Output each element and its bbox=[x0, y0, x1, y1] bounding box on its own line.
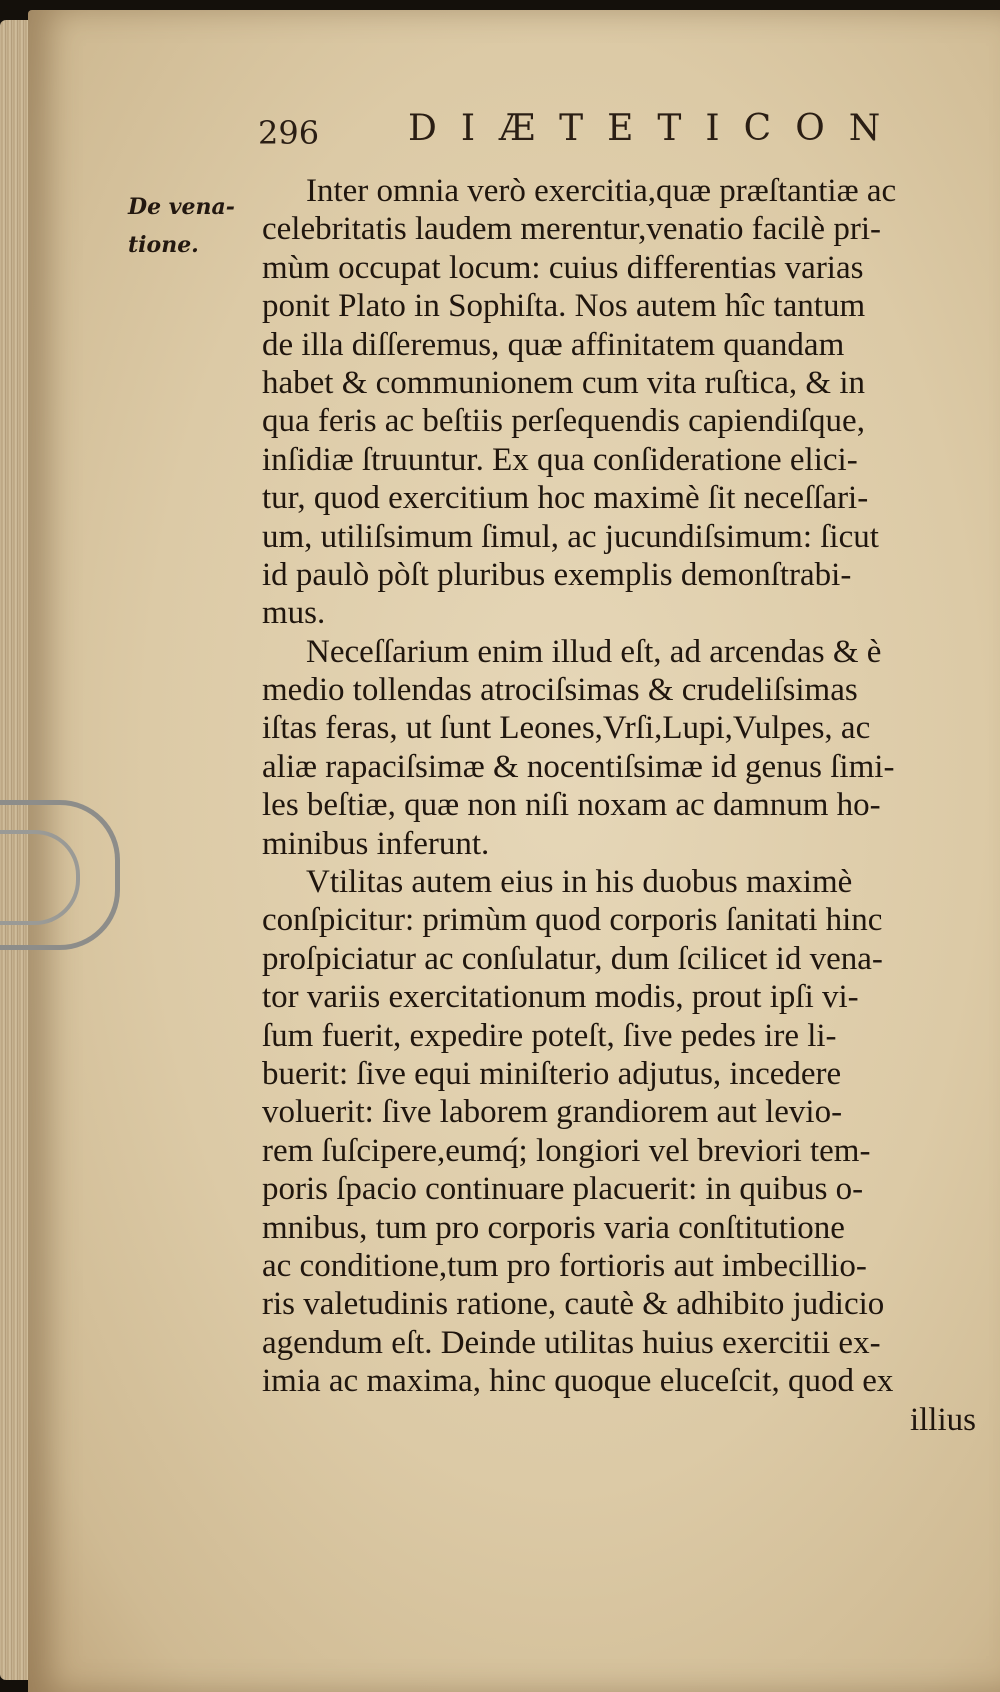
text-line: ac conditione,tum pro fortioris aut imbecillio- bbox=[262, 1247, 867, 1284]
text-line: Inter omnia verò exercitia,quæ præſtantiæ ac bbox=[306, 173, 897, 209]
text-line: mus. bbox=[262, 595, 326, 632]
text-line: voluerit: ſive laborem grandiorem aut levio- bbox=[262, 1094, 843, 1131]
text-line: rem ſuſcipere,eumq́; longiori vel breviori tem- bbox=[262, 1132, 871, 1169]
text-line: poris ſpacio continuare placuerit: in quibus o- bbox=[262, 1171, 864, 1208]
text-line: ponit Plato in Sophiſta. Nos autem hîc tantum bbox=[262, 288, 866, 325]
marginal-note-line: De vena- bbox=[128, 194, 235, 220]
text-line: conſpicitur: primùm quod corporis ſanitati hinc bbox=[262, 902, 883, 939]
text-line: medio tollendas atrociſsimas & crudeliſsimas bbox=[262, 672, 858, 709]
marginal-note-line: tione. bbox=[128, 232, 199, 258]
text-line: um, utiliſsimum ſimul, ac jucundiſsimum: ſicut bbox=[262, 518, 879, 555]
text-line: aliæ rapaciſsimæ & nocentiſsimæ id genus ſimi- bbox=[262, 748, 895, 785]
body-text bbox=[262, 172, 982, 1439]
text-line: illius bbox=[909, 1401, 976, 1438]
text-line: mùm occupat locum: cuius differentias varias bbox=[262, 249, 864, 286]
text-line: de illa diſſeremus, quæ affinitatem quandam bbox=[262, 326, 845, 363]
text-line: tur, quod exercitium hoc maximè ſit neceſſari- bbox=[262, 480, 869, 517]
text-line: qua feris ac beſtiis perſequendis capiendiſque, bbox=[262, 403, 865, 440]
text-line: proſpiciatur ac conſulatur, dum ſcilicet id vena- bbox=[262, 940, 883, 977]
page-number: 296 bbox=[258, 114, 320, 152]
text-line: agendum eſt. Deinde utilitas huius exercitii ex- bbox=[262, 1324, 881, 1361]
text-line: Vtilitas autem eius in his duobus maximè bbox=[306, 864, 853, 901]
text-line: habet & communionem cum vita ruſtica, & in bbox=[262, 364, 866, 401]
marginal-note bbox=[128, 188, 258, 264]
text-line: celebritatis laudem merentur,venatio facilè pri- bbox=[262, 211, 881, 248]
text-line: id paulò pòſt pluribus exemplis demonſtrabi- bbox=[262, 556, 852, 593]
text-line: imia ac maxima, hinc quoque eluceſcit, quod ex bbox=[262, 1363, 894, 1400]
text-line: mnibus, tum pro corporis varia conſtitutione bbox=[262, 1209, 845, 1246]
text-line: inſidiæ ſtruuntur. Ex qua conſideratione elici- bbox=[262, 441, 858, 478]
text-line: minibus inferunt. bbox=[262, 825, 490, 862]
running-head bbox=[258, 108, 905, 168]
text-line: tor variis exercitationum modis, prout ipſi vi- bbox=[262, 979, 859, 1016]
text-line: ris valetudinis ratione, cautè & adhibito judicio bbox=[262, 1286, 885, 1323]
text-line: Neceſſarium enim illud eſt, ad arcendas & è bbox=[306, 633, 882, 670]
running-title: DIÆTETICON bbox=[408, 108, 905, 149]
text-line: les beſtiæ, quæ non niſi noxam ac damnum ho- bbox=[262, 787, 881, 824]
text-line: ſum fuerit, expedire poteſt, ſive pedes ire li- bbox=[262, 1017, 837, 1054]
text-line: iſtas feras, ut ſunt Leones,Vrſi,Lupi,Vulpes, ac bbox=[262, 710, 871, 747]
text-line: buerit: ſive equi miniſterio adjutus, incedere bbox=[262, 1055, 842, 1092]
